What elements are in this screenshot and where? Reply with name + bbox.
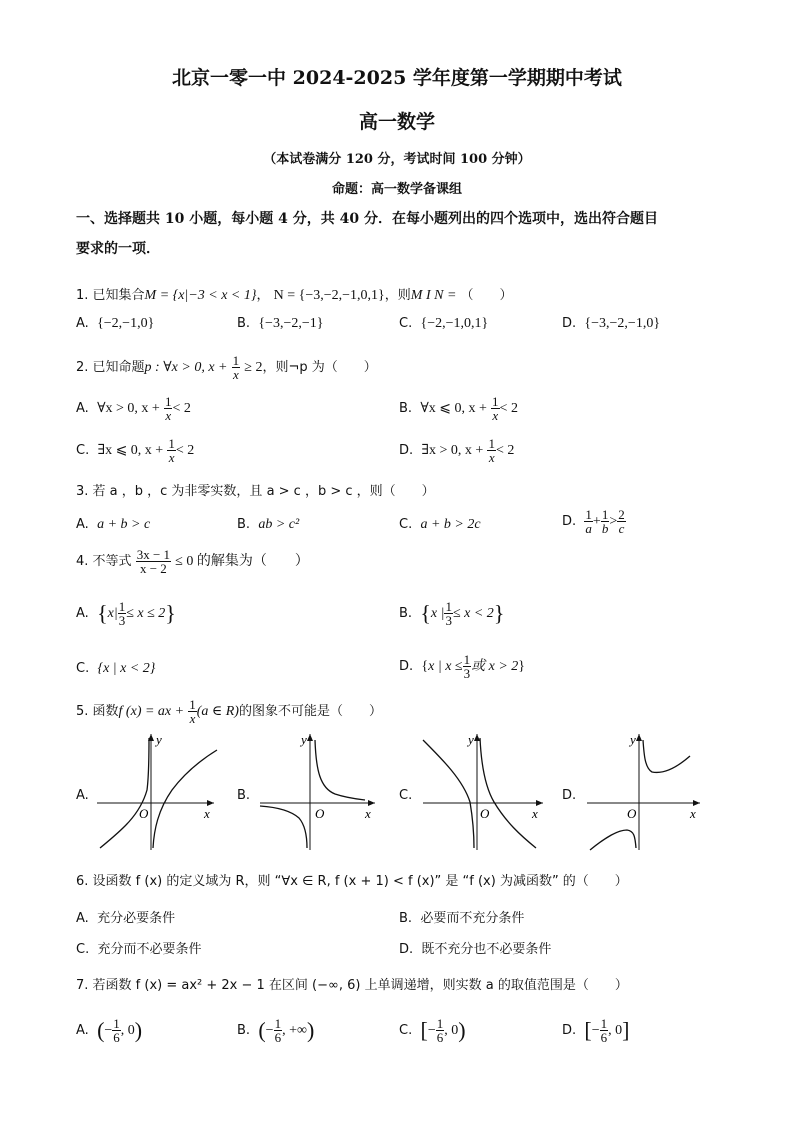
q2-option-c: C. ∃x ⩽ 0, x + $\frac{1}{x}$ < 2: [76, 436, 195, 465]
q4-option-d: D. {x | x ≤ $\frac{1}{3}$ 或 x > 2}: [399, 652, 526, 681]
q6-option-a: A. 充分必要条件: [76, 911, 176, 926]
q7-stem: 7. 若函数 f (x) = ax² + 2x − 1 在区间 (−∞, 6) 上单调递增，则实数 a 的取值范围是（ ）: [76, 978, 628, 993]
q1-option-a: A. {−2,−1,0}: [76, 316, 155, 331]
exam-note: （本试卷满分 120 分，考试时间 100 分钟）: [263, 152, 531, 167]
q7-option-b: B. (− $\frac{1}{6}$ , +∞): [237, 1016, 315, 1045]
q5-label-d: D.: [562, 788, 577, 803]
q6-option-b: B. 必要而不充分条件: [399, 911, 525, 926]
svg-text:x: x: [204, 806, 210, 821]
q4-option-a: A. {x| $\frac{1}{3}$ ≤ x ≤ 2}: [76, 599, 176, 628]
q1-option-c: C. {−2,−1,0,1}: [399, 316, 489, 331]
q5-label-c: C.: [399, 788, 413, 803]
q5-graph-d: [582, 730, 707, 855]
q1-option-d: D. {−3,−2,−1,0}: [562, 316, 661, 331]
q5-graph-a: [92, 730, 222, 855]
q4-option-c: C. {x | x < 2}: [76, 661, 156, 676]
q2-stem: 2. 已知命题p : ∀x > 0, x + $\frac{1}{x}$ ≥ 2，则¬p 为（ ）: [76, 353, 377, 382]
svg-text:x: x: [690, 806, 696, 821]
exam-author: 命题：高一数学备课组: [331, 182, 462, 197]
q4-stem: 4. 不等式 $\frac{3x - 1}{x - 2}$ ≤ 0 的解集为（ ）: [76, 547, 309, 576]
q3-option-b: B. ab > c²: [237, 517, 300, 532]
q3-stem: 3. 若 a ，b ，c 为非零实数，且 a > c ，b > c ，则（ ）: [76, 484, 435, 499]
svg-text:O: O: [139, 806, 149, 821]
q1-stem: 1. 已知集合M = {x|−3 < x < 1}， N = {−3,−2,−1,0,1}，则M I N = （ ）: [76, 288, 513, 303]
q6-stem: 6. 设函数 f (x) 的定义域为 R，则 “∀x ∈ R, f (x + 1) < f (x)” 是 “f (x) 为减函数” 的（ ）: [76, 874, 628, 889]
svg-text:y: y: [630, 732, 636, 747]
svg-text:y: y: [156, 732, 162, 747]
svg-text:O: O: [627, 806, 637, 821]
q6-option-c: C. 充分而不必要条件: [76, 942, 202, 957]
q2-option-a: A. ∀x > 0, x + $\frac{1}{x}$ < 2: [76, 394, 191, 423]
svg-text:x: x: [532, 806, 538, 821]
q3-option-a: A. a + b > c: [76, 517, 151, 532]
q7-option-c: C. [− $\frac{1}{6}$ , 0): [399, 1016, 466, 1045]
q5-graph-c: [418, 730, 548, 855]
q5-label-a: A.: [76, 788, 89, 803]
q4-option-b: B. {x | $\frac{1}{3}$ ≤ x < 2}: [399, 599, 505, 628]
q3-option-c: C. a + b > 2c: [399, 517, 481, 532]
q7-option-a: A. (− $\frac{1}{6}$ , 0): [76, 1016, 143, 1045]
q2-option-b: B. ∀x ⩽ 0, x + $\frac{1}{x}$ < 2: [399, 394, 518, 423]
q2-option-d: D. ∃x > 0, x + $\frac{1}{x}$ < 2: [399, 436, 515, 465]
section1-line1: 一、选择题共 10 小题，每小题 4 分，共 40 分．在每小题列出的四个选项中，选出符合题目: [76, 211, 658, 227]
q5-label-b: B.: [237, 788, 251, 803]
section1-line2: 要求的一项．: [76, 241, 160, 257]
q1-option-b: B. {−3,−2,−1}: [237, 316, 324, 331]
q3-option-d: D. $\frac{1}{a}$ + $\frac{1}{b}$ > $\frac{2}{c}$: [562, 507, 625, 536]
svg-text:O: O: [315, 806, 325, 821]
exam-title: 北京一零一中 2024-2025 学年度第一学期期中考试: [172, 67, 622, 89]
q6-option-d: D. 既不充分也不必要条件: [399, 942, 552, 957]
q7-option-d: D. [− $\frac{1}{6}$ , 0]: [562, 1016, 630, 1045]
svg-text:y: y: [301, 732, 307, 747]
q5-graph-b: [255, 730, 380, 855]
svg-text:x: x: [365, 806, 371, 821]
exam-subject: 高一数学: [358, 111, 435, 133]
svg-text:y: y: [468, 732, 474, 747]
q5-stem: 5. 函数f (x) = ax + $\frac{1}{x}$ (a ∈ R)的图象不可能是（ ）: [76, 697, 382, 726]
svg-text:O: O: [480, 806, 490, 821]
